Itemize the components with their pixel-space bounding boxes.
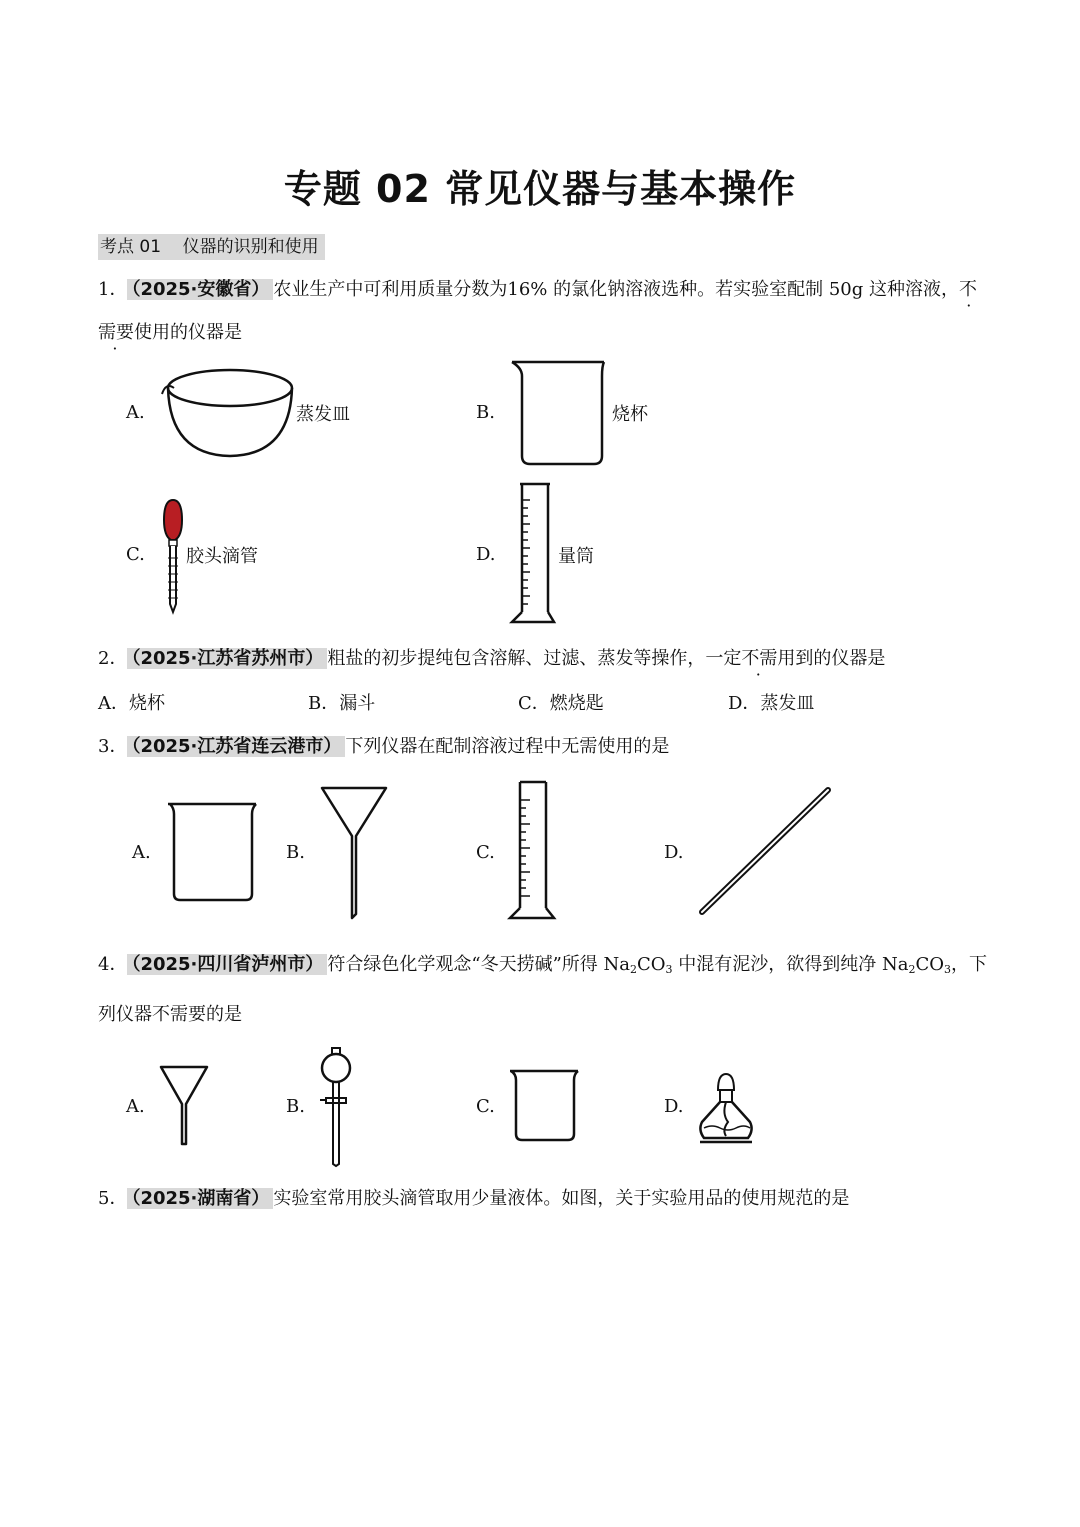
question-4-line1 <box>98 952 987 983</box>
question-3-line1 <box>98 734 669 760</box>
question-text: CO <box>637 954 666 975</box>
emphasis-text: 不 <box>959 279 977 300</box>
dropper-icon <box>158 496 188 614</box>
option-b: B．漏斗 <box>308 693 376 714</box>
section-heading <box>98 234 325 260</box>
subscript: 2 <box>908 963 916 976</box>
graduated-cylinder-icon <box>508 780 556 922</box>
question-text: 使用的仪器是 <box>134 322 242 343</box>
option-name: 烧杯 <box>612 404 648 425</box>
question-text: 符合绿色化学观念“冬天捞碱”所得 Na <box>327 954 630 975</box>
question-text: 实验室常用胶头滴管取用少量液体。如图，关于实验用品的使用规范的是 <box>273 1188 850 1209</box>
option-d: D．蒸发皿 <box>728 693 815 714</box>
option-c: C．燃烧匙 <box>518 693 604 714</box>
graduated-cylinder-icon <box>510 482 556 628</box>
option-letter: A. <box>132 842 151 863</box>
option-name: 胶头滴管 <box>186 546 258 567</box>
question-text: CO <box>915 954 944 975</box>
option-letter: A. <box>126 1096 145 1117</box>
option-name: 量筒 <box>558 546 594 567</box>
question-source: （2025·湖南省） <box>127 1188 273 1209</box>
option-letter: B. <box>476 402 495 423</box>
question-text: 农业生产中可利用质量分数为16% 的氯化钠溶液选种。若实验室配制 50g 这种溶液， <box>273 279 959 300</box>
option-letter: D. <box>664 1096 684 1117</box>
question-number: 3． <box>98 736 128 757</box>
question-source: （2025·江苏省苏州市） <box>127 648 327 669</box>
option-a: A．烧杯 <box>98 693 165 714</box>
question-number: 4． <box>98 954 128 975</box>
option-letter: D. <box>476 544 496 565</box>
subscript: 2 <box>630 963 637 976</box>
separatory-funnel-icon <box>316 1046 356 1168</box>
question-number: 1． <box>98 279 128 300</box>
question-text: ，下 <box>951 954 987 975</box>
subscript: 3 <box>944 963 951 976</box>
page-title: 专题 02 常见仪器与基本操作 <box>283 167 797 211</box>
section-title: 仪器的识别和使用 <box>182 237 319 257</box>
evaporating-dish-icon <box>160 360 300 460</box>
option-letter: A. <box>126 402 145 423</box>
beaker-icon <box>166 800 260 904</box>
question-5-line1 <box>98 1186 849 1212</box>
option-letter: B. <box>286 842 305 863</box>
question-number: 5． <box>98 1188 128 1209</box>
question-2-line1 <box>98 646 885 672</box>
option-letter: C. <box>476 842 495 863</box>
question-source: （2025·江苏省连云港市） <box>127 736 345 757</box>
option-letter: C. <box>126 544 145 565</box>
alcohol-lamp-icon <box>696 1070 756 1146</box>
option-letter: C. <box>476 1096 495 1117</box>
emphasis-text: 需要 <box>98 322 134 343</box>
question-1-line1 <box>98 277 977 303</box>
option-letter: B. <box>286 1096 305 1117</box>
section-label: 考点 01 <box>100 237 162 257</box>
beaker-icon <box>508 358 608 468</box>
emphasis-text: 不需 <box>741 648 778 669</box>
question-text: 粗盐的初步提纯包含溶解、过滤、蒸发等操作，一定 <box>327 648 742 669</box>
option-letter: D. <box>664 842 684 863</box>
subscript: 3 <box>665 963 673 976</box>
glass-rod-icon <box>696 784 834 918</box>
funnel-icon <box>158 1064 210 1148</box>
question-source: （2025·四川省泸州市） <box>127 954 327 975</box>
question-4-line2: 列仪器不需要的是 <box>98 1004 242 1025</box>
question-text: 用到的仪器是 <box>777 648 886 669</box>
beaker-icon <box>508 1068 580 1144</box>
option-name: 蒸发皿 <box>296 404 350 425</box>
question-source: （2025·安徽省） <box>127 279 273 300</box>
question-text: 下列仪器在配制溶液过程中无需使用的是 <box>345 736 670 757</box>
funnel-icon <box>318 784 390 920</box>
question-text: 中混有泥沙，欲得到纯净 Na <box>672 954 909 975</box>
question-number: 2． <box>98 648 128 669</box>
question-1-line2 <box>98 320 242 346</box>
